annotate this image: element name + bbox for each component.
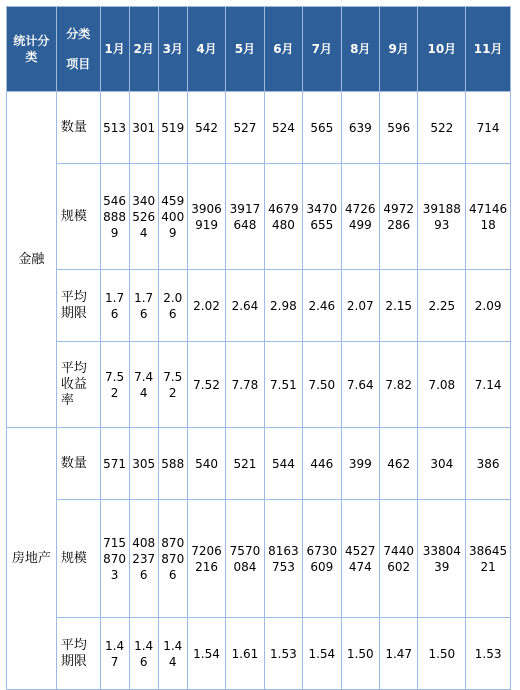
value-cell: 5468889	[100, 164, 129, 270]
value-cell: 2.07	[341, 270, 379, 342]
value-cell: 1.76	[129, 270, 158, 342]
value-cell: 542	[187, 92, 225, 164]
value-cell: 4726499	[341, 164, 379, 270]
value-cell: 7.51	[264, 342, 302, 428]
value-cell: 2.02	[187, 270, 225, 342]
item-cell: 平均收益率	[56, 342, 100, 428]
value-cell: 386	[466, 428, 511, 500]
value-cell: 1.53	[264, 618, 302, 690]
header-month-10: 10月	[418, 7, 466, 92]
item-cell: 数量	[56, 428, 100, 500]
header-month-2: 2月	[129, 7, 158, 92]
data-table	[6, 6, 511, 690]
value-cell: 1.46	[129, 618, 158, 690]
value-cell: 2.64	[226, 270, 264, 342]
value-cell: 1.50	[418, 618, 466, 690]
table-row	[7, 270, 511, 342]
value-cell: 7.52	[158, 342, 187, 428]
value-cell: 7.08	[418, 342, 466, 428]
table-row	[7, 428, 511, 500]
value-cell: 305	[129, 428, 158, 500]
category-cell: 金融	[7, 92, 57, 428]
value-cell: 2.09	[466, 270, 511, 342]
value-cell: 4594009	[158, 164, 187, 270]
table-row	[7, 164, 511, 270]
value-cell: 571	[100, 428, 129, 500]
value-cell: 4527474	[341, 500, 379, 618]
header-month-3: 3月	[158, 7, 187, 92]
header-month-6: 6月	[264, 7, 302, 92]
table-row	[7, 618, 511, 690]
value-cell: 7.52	[100, 342, 129, 428]
header-month-9: 9月	[379, 7, 417, 92]
value-cell: 7570084	[226, 500, 264, 618]
value-cell: 4082376	[129, 500, 158, 618]
header-month-8: 8月	[341, 7, 379, 92]
item-cell: 平均期限	[56, 270, 100, 342]
category-cell: 房地产	[7, 428, 57, 690]
value-cell: 1.76	[100, 270, 129, 342]
value-cell: 2.98	[264, 270, 302, 342]
value-cell: 4972286	[379, 164, 417, 270]
value-cell: 2.25	[418, 270, 466, 342]
table-row	[7, 500, 511, 618]
value-cell: 519	[158, 92, 187, 164]
value-cell: 304	[418, 428, 466, 500]
value-cell: 1.54	[187, 618, 225, 690]
value-cell: 524	[264, 92, 302, 164]
header-month-4: 4月	[187, 7, 225, 92]
value-cell: 544	[264, 428, 302, 500]
header-month-11: 11月	[466, 7, 511, 92]
value-cell: 7.64	[341, 342, 379, 428]
value-cell: 3906919	[187, 164, 225, 270]
value-cell: 3405264	[129, 164, 158, 270]
header-month-7: 7月	[303, 7, 341, 92]
value-cell: 3864521	[466, 500, 511, 618]
header-month-1: 1月	[100, 7, 129, 92]
value-cell: 3917648	[226, 164, 264, 270]
value-cell: 8163753	[264, 500, 302, 618]
value-cell: 7158703	[100, 500, 129, 618]
value-cell: 462	[379, 428, 417, 500]
header-category-item: 分类 项目	[56, 7, 100, 92]
value-cell: 7440602	[379, 500, 417, 618]
value-cell: 7.82	[379, 342, 417, 428]
value-cell: 527	[226, 92, 264, 164]
value-cell: 714	[466, 92, 511, 164]
value-cell: 1.44	[158, 618, 187, 690]
value-cell: 639	[341, 92, 379, 164]
value-cell: 2.15	[379, 270, 417, 342]
value-cell: 596	[379, 92, 417, 164]
value-cell: 565	[303, 92, 341, 164]
header-stat-category: 统计分类	[7, 7, 57, 92]
value-cell: 522	[418, 92, 466, 164]
value-cell: 7.44	[129, 342, 158, 428]
value-cell: 7.50	[303, 342, 341, 428]
value-cell: 1.61	[226, 618, 264, 690]
item-cell: 规模	[56, 164, 100, 270]
table-row	[7, 92, 511, 164]
value-cell: 399	[341, 428, 379, 500]
value-cell: 540	[187, 428, 225, 500]
value-cell: 7206216	[187, 500, 225, 618]
value-cell: 3380439	[418, 500, 466, 618]
value-cell: 2.06	[158, 270, 187, 342]
value-cell: 1.47	[379, 618, 417, 690]
item-cell: 数量	[56, 92, 100, 164]
value-cell: 513	[100, 92, 129, 164]
value-cell: 4714618	[466, 164, 511, 270]
header-month-5: 5月	[226, 7, 264, 92]
value-cell: 1.54	[303, 618, 341, 690]
value-cell: 6730609	[303, 500, 341, 618]
value-cell: 4679480	[264, 164, 302, 270]
value-cell: 2.46	[303, 270, 341, 342]
value-cell: 521	[226, 428, 264, 500]
value-cell: 7.52	[187, 342, 225, 428]
header-row	[7, 7, 511, 92]
value-cell: 1.47	[100, 618, 129, 690]
value-cell: 7.14	[466, 342, 511, 428]
value-cell: 8708706	[158, 500, 187, 618]
value-cell: 446	[303, 428, 341, 500]
item-cell: 规模	[56, 500, 100, 618]
value-cell: 1.50	[341, 618, 379, 690]
value-cell: 7.78	[226, 342, 264, 428]
value-cell: 3470655	[303, 164, 341, 270]
table-row	[7, 342, 511, 428]
value-cell: 3918893	[418, 164, 466, 270]
value-cell: 301	[129, 92, 158, 164]
item-cell: 平均期限	[56, 618, 100, 690]
value-cell: 1.53	[466, 618, 511, 690]
value-cell: 588	[158, 428, 187, 500]
